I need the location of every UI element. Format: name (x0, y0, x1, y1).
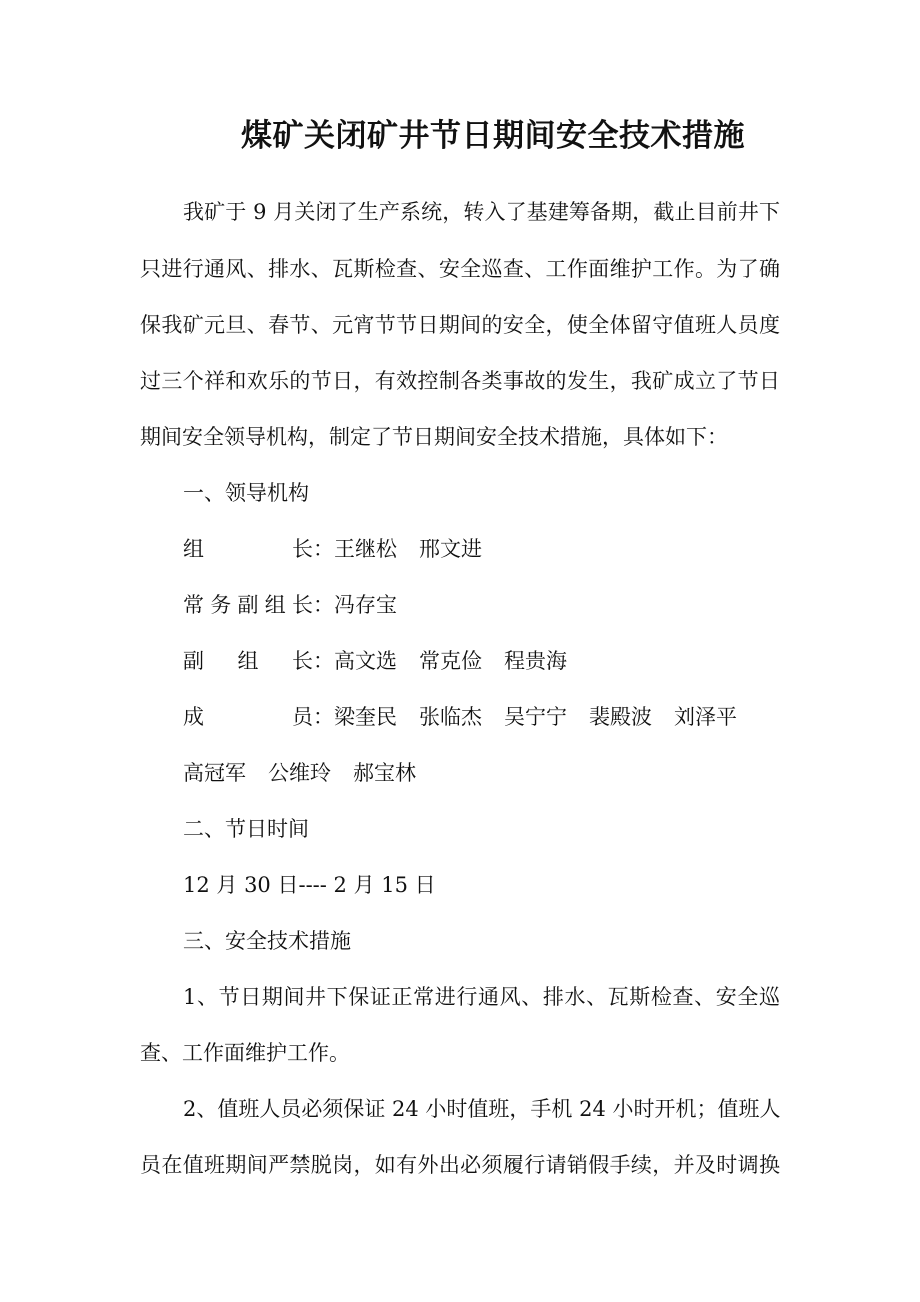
roster-label: 成员 (183, 705, 313, 729)
roster-row-leader: 组长：王继松 邢文进 (183, 534, 482, 564)
roster-name: 程贵海 (504, 649, 567, 673)
roster-name: 张临杰 (419, 705, 482, 729)
section-heading-leadership: 一、领导机构 (183, 481, 309, 505)
intro-line-2: 只进行通风、排水、瓦斯检查、安全巡查、工作面维护工作。为了确 (140, 257, 780, 281)
roster-name: 郝宝林 (353, 761, 416, 785)
intro-line-5: 期间安全领导机构，制定了节日期间安全技术措施，具体如下： (140, 425, 728, 449)
roster-name: 高冠军 (183, 761, 246, 785)
holiday-period: 12 月 30 日---- 2 月 15 日 (183, 873, 436, 897)
roster-row-members: 成员：梁奎民 张临杰 吴宁宁 裴殿波 刘泽平 (183, 702, 737, 732)
roster-label: 副组长 (183, 649, 313, 673)
roster-names (334, 590, 397, 620)
roster-name: 冯存宝 (334, 593, 397, 617)
measure-2-line-2: 员在值班期间严禁脱岗，如有外出必须履行请销假手续，并及时调换 (140, 1153, 780, 1177)
roster-name: 梁奎民 (334, 705, 397, 729)
roster-name: 邢文进 (419, 537, 482, 561)
roster-continuation (183, 758, 416, 788)
roster-name: 裴殿波 (589, 705, 652, 729)
document-title: 煤矿关闭矿井节日期间安全技术措施 (241, 118, 745, 154)
roster-names (334, 646, 567, 676)
roster-name: 吴宁宁 (504, 705, 567, 729)
roster-name: 王继松 (334, 537, 397, 561)
roster-label: 常务副组长 (183, 593, 313, 617)
roster-names (334, 534, 482, 564)
roster-row-deputy: 副组长：高文选 常克俭 程贵海 (183, 646, 567, 676)
roster-name: 公维玲 (268, 761, 331, 785)
measure-1-line-2: 查、工作面维护工作。 (140, 1041, 350, 1065)
intro-line-4: 过三个祥和欢乐的节日，有效控制各类事故的发生，我矿成立了节日 (140, 369, 780, 393)
roster-name: 常克俭 (419, 649, 482, 673)
roster-names (334, 702, 737, 732)
section-heading-holiday-time: 二、节日时间 (183, 817, 309, 841)
measure-2-line-1: 2、值班人员必须保证 24 小时值班，手机 24 小时开机；值班人 (183, 1097, 781, 1121)
intro-line-1: 我矿于 9 月关闭了生产系统，转入了基建筹备期，截止目前井下 (183, 200, 780, 224)
roster-name: 高文选 (334, 649, 397, 673)
roster-label: 组长 (183, 537, 313, 561)
roster-name: 刘泽平 (674, 705, 737, 729)
roster-row-executive-deputy: 常务副组长：冯存宝 (183, 590, 397, 620)
section-heading-safety-measures: 三、安全技术措施 (183, 929, 351, 953)
intro-line-3: 保我矿元旦、春节、元宵节节日期间的安全，使全体留守值班人员度 (140, 313, 780, 337)
measure-1-line-1: 1、节日期间井下保证正常进行通风、排水、瓦斯检查、安全巡 (183, 985, 780, 1009)
